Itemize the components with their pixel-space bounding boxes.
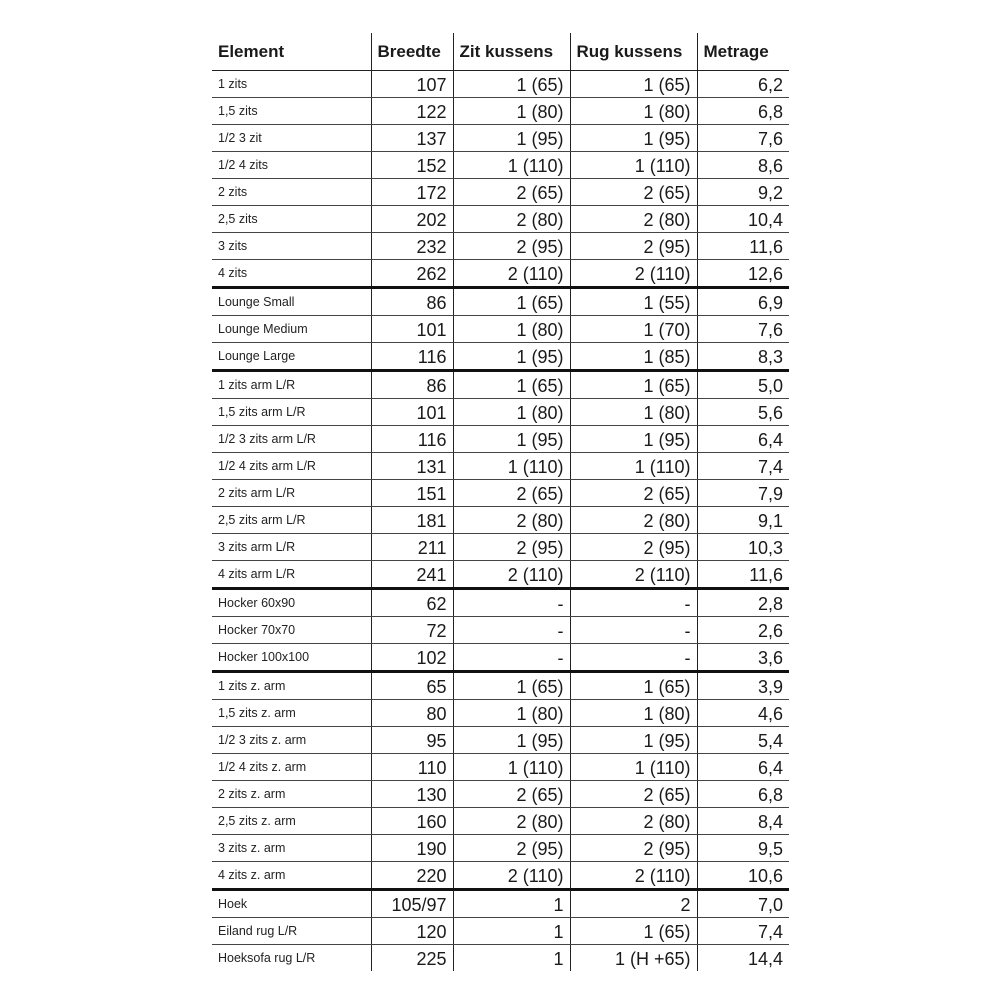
cell-rug-kussens: 2 (65) [570,179,697,206]
cell-zit-kussens: 1 (110) [453,453,570,480]
cell-element: 1 zits z. arm [212,672,371,700]
cell-metrage: 7,4 [697,918,789,945]
cell-zit-kussens: 2 (80) [453,507,570,534]
cell-element: 1/2 3 zits z. arm [212,727,371,754]
cell-element: 1,5 zits [212,98,371,125]
cell-element: Hocker 60x90 [212,589,371,617]
cell-breedte: 181 [371,507,453,534]
cell-zit-kussens: 2 (65) [453,480,570,507]
cell-zit-kussens: 1 [453,890,570,918]
cell-breedte: 220 [371,862,453,890]
cell-zit-kussens: 2 (95) [453,534,570,561]
cell-element: 2 zits arm L/R [212,480,371,507]
cell-zit-kussens: 1 (95) [453,426,570,453]
cell-element: 1/2 4 zits [212,152,371,179]
cell-metrage: 12,6 [697,260,789,288]
cell-rug-kussens: 2 (65) [570,781,697,808]
cell-zit-kussens: 1 (95) [453,727,570,754]
cell-zit-kussens: - [453,617,570,644]
cell-breedte: 107 [371,71,453,98]
table-row [212,781,789,808]
cell-metrage: 6,4 [697,426,789,453]
cell-zit-kussens: 2 (95) [453,835,570,862]
table-row [212,589,789,617]
cell-metrage: 7,0 [697,890,789,918]
cell-metrage: 7,9 [697,480,789,507]
cell-metrage: 11,6 [697,561,789,589]
cell-metrage: 9,2 [697,179,789,206]
cell-metrage: 11,6 [697,233,789,260]
table-row [212,700,789,727]
cell-zit-kussens: 2 (65) [453,781,570,808]
cell-metrage: 8,4 [697,808,789,835]
cell-rug-kussens: 1 (110) [570,152,697,179]
table-row [212,426,789,453]
cell-element: 3 zits [212,233,371,260]
cell-zit-kussens: 2 (95) [453,233,570,260]
table-row [212,890,789,918]
table-row [212,835,789,862]
cell-rug-kussens: 1 (65) [570,918,697,945]
table-body [212,71,789,972]
cell-element: 1/2 4 zits arm L/R [212,453,371,480]
cell-breedte: 86 [371,288,453,316]
cell-zit-kussens: 1 (65) [453,71,570,98]
cell-metrage: 6,8 [697,98,789,125]
cell-element: Hoek [212,890,371,918]
cell-rug-kussens: 2 [570,890,697,918]
cell-element: Hoeksofa rug L/R [218,951,316,965]
table-row [212,206,789,233]
cell-metrage: 3,6 [697,644,789,672]
table-row [212,371,789,399]
table-row [212,233,789,260]
cell-rug-kussens: 2 (110) [570,862,697,890]
cell-zit-kussens: 1 (95) [453,125,570,152]
cell-rug-kussens: 2 (95) [570,835,697,862]
table-row [212,453,789,480]
cell-zit-kussens: 1 (110) [453,754,570,781]
cell-metrage: 5,0 [697,371,789,399]
cell-element: 1/2 3 zit [212,125,371,152]
cell-rug-kussens: 2 (110) [570,260,697,288]
cell-rug-kussens: 1 (95) [570,125,697,152]
cell-breedte: 110 [371,754,453,781]
cell-metrage: 10,6 [697,862,789,890]
cell-zit-kussens: - [453,644,570,672]
cell-zit-kussens: 1 (65) [453,672,570,700]
cell-breedte: 62 [371,589,453,617]
cell-rug-kussens: 1 (95) [570,426,697,453]
table-row [212,727,789,754]
cell-metrage: 9,1 [697,507,789,534]
table-row [212,343,789,371]
table-row [212,644,789,672]
cell-rug-kussens: 1 (95) [570,727,697,754]
cell-rug-kussens: 1 (55) [570,288,697,316]
cell-rug-kussens: 1 (80) [570,399,697,426]
cell-breedte: 137 [371,125,453,152]
table-row [212,754,789,781]
table-row [212,507,789,534]
cell-rug-kussens: 1 (110) [570,453,697,480]
cell-metrage: 2,8 [697,589,789,617]
cell-breedte: 211 [371,534,453,561]
cell-rug-kussens: - [570,589,697,617]
cell-element: Hocker 100x100 [212,644,371,672]
cell-rug-kussens: 2 (95) [570,233,697,260]
cell-breedte: 262 [371,260,453,288]
cell-element: 1/2 4 zits z. arm [212,754,371,781]
cell-breedte: 232 [371,233,453,260]
cell-zit-kussens: 2 (65) [453,179,570,206]
table-header-row [212,33,789,71]
cell-metrage: 7,4 [697,453,789,480]
cell-metrage: 7,6 [697,316,789,343]
cell-breedte: 120 [371,918,453,945]
cell-breedte: 190 [371,835,453,862]
cell-element: 2,5 zits z. arm [212,808,371,835]
cell-rug-kussens: 2 (80) [570,808,697,835]
table-row [212,179,789,206]
cell-metrage: 8,6 [697,152,789,179]
cell-metrage: 9,5 [697,835,789,862]
cell-metrage: 4,6 [697,700,789,727]
cell-breedte: 105/97 [371,890,453,918]
cell-zit-kussens: 2 (110) [453,862,570,890]
cell-breedte: 80 [371,700,453,727]
cell-element: Lounge Small [212,288,371,316]
cell-metrage: 5,6 [697,399,789,426]
cell-element: 3 zits z. arm [212,835,371,862]
table-row [212,288,789,316]
cell-rug-kussens: - [570,617,697,644]
cell-zit-kussens: 1 (110) [453,152,570,179]
cell-breedte: 72 [371,617,453,644]
cell-zit-kussens: 1 (80) [453,98,570,125]
table-row [212,152,789,179]
cell-zit-kussens: 2 (80) [453,206,570,233]
cell-rug-kussens: 2 (65) [570,480,697,507]
cell-breedte: 160 [371,808,453,835]
table-row [212,534,789,561]
header-zit-kussens: Zit kussens [453,33,570,71]
cell-metrage: 6,2 [697,71,789,98]
table-row [212,918,789,945]
cell-breedte: 241 [371,561,453,589]
cell-element: 1,5 zits z. arm [212,700,371,727]
cell-metrage: 6,9 [697,288,789,316]
cell-breedte: 152 [371,152,453,179]
cell-element: 2 zits z. arm [212,781,371,808]
header-metrage: Metrage [697,33,789,71]
cell-breedte: 225 [371,945,453,972]
cell-metrage: 6,8 [697,781,789,808]
table-row [212,808,789,835]
table-row [212,672,789,700]
cell-breedte: 151 [371,480,453,507]
cell-element: 4 zits arm L/R [212,561,371,589]
cell-breedte: 172 [371,179,453,206]
cell-rug-kussens: 1 (80) [570,98,697,125]
cell-zit-kussens: 1 (80) [453,316,570,343]
cell-zit-kussens: 2 (110) [453,260,570,288]
cell-metrage: 5,4 [697,727,789,754]
cell-zit-kussens: 1 (80) [453,700,570,727]
cell-element: 1/2 3 zits arm L/R [212,426,371,453]
cell-metrage: 14,4 [697,945,789,972]
cell-element: 1,5 zits arm L/R [212,399,371,426]
cell-element: 1 zits arm L/R [212,371,371,399]
cell-element: 2,5 zits arm L/R [212,507,371,534]
cell-zit-kussens: 1 (95) [453,343,570,371]
cell-breedte: 101 [371,399,453,426]
cell-rug-kussens: 1 (65) [570,371,697,399]
cell-rug-kussens: 2 (80) [570,206,697,233]
cell-rug-kussens: 1 (65) [570,71,697,98]
cell-breedte: 65 [371,672,453,700]
cell-rug-kussens: 2 (95) [570,534,697,561]
cell-breedte: 122 [371,98,453,125]
cell-zit-kussens: 1 [453,945,570,972]
cell-rug-kussens: 1 (65) [570,672,697,700]
cell-breedte: 95 [371,727,453,754]
cell-breedte: 86 [371,371,453,399]
cell-zit-kussens: 1 (65) [453,371,570,399]
cell-metrage: 10,4 [697,206,789,233]
cell-element: 2,5 zits [212,206,371,233]
cell-rug-kussens: 2 (110) [570,561,697,589]
table-row [212,617,789,644]
cell-zit-kussens: 2 (110) [453,561,570,589]
table-row [212,399,789,426]
table-row [212,260,789,288]
cell-element: 4 zits [212,260,371,288]
cell-zit-kussens: 1 (80) [453,399,570,426]
cell-metrage: 6,4 [697,754,789,781]
cell-breedte: 101 [371,316,453,343]
cell-rug-kussens: 1 (110) [570,754,697,781]
cell-element: 4 zits z. arm [212,862,371,890]
cell-element: Lounge Medium [212,316,371,343]
element-size-table [212,33,789,971]
cell-breedte: 116 [371,343,453,371]
cell-rug-kussens: 1 (70) [570,316,697,343]
cell-rug-kussens: - [570,644,697,672]
cell-metrage: 2,6 [697,617,789,644]
cell-element: Eiland rug L/R [212,918,371,945]
table-row [212,561,789,589]
table-row [212,945,789,972]
header-breedte: Breedte [371,33,453,71]
header-element: Element [212,33,371,71]
table-row [212,98,789,125]
cell-rug-kussens: 1 (H +65) [570,945,697,972]
cell-metrage: 8,3 [697,343,789,371]
size-table-sheet [212,33,789,971]
table-row [212,480,789,507]
cell-breedte: 131 [371,453,453,480]
header-rug-kussens: Rug kussens [570,33,697,71]
cell-metrage: 10,3 [697,534,789,561]
table-row [212,862,789,890]
table-row [212,125,789,152]
table-row [212,71,789,98]
cell-breedte: 130 [371,781,453,808]
cell-zit-kussens: 1 [453,918,570,945]
cell-element: 2 zits [212,179,371,206]
cell-element: Lounge Large [212,343,371,371]
cell-element: 3 zits arm L/R [212,534,371,561]
cell-rug-kussens: 2 (80) [570,507,697,534]
cell-metrage: 3,9 [697,672,789,700]
cell-breedte: 116 [371,426,453,453]
cell-rug-kussens: 1 (80) [570,700,697,727]
cell-rug-kussens: 1 (85) [570,343,697,371]
cell-element: Hocker 70x70 [212,617,371,644]
table-row [212,316,789,343]
cell-zit-kussens: 1 (65) [453,288,570,316]
cell-zit-kussens: - [453,589,570,617]
cell-breedte: 202 [371,206,453,233]
cell-breedte: 102 [371,644,453,672]
cell-zit-kussens: 2 (80) [453,808,570,835]
cell-metrage: 7,6 [697,125,789,152]
cell-element: 1 zits [212,71,371,98]
